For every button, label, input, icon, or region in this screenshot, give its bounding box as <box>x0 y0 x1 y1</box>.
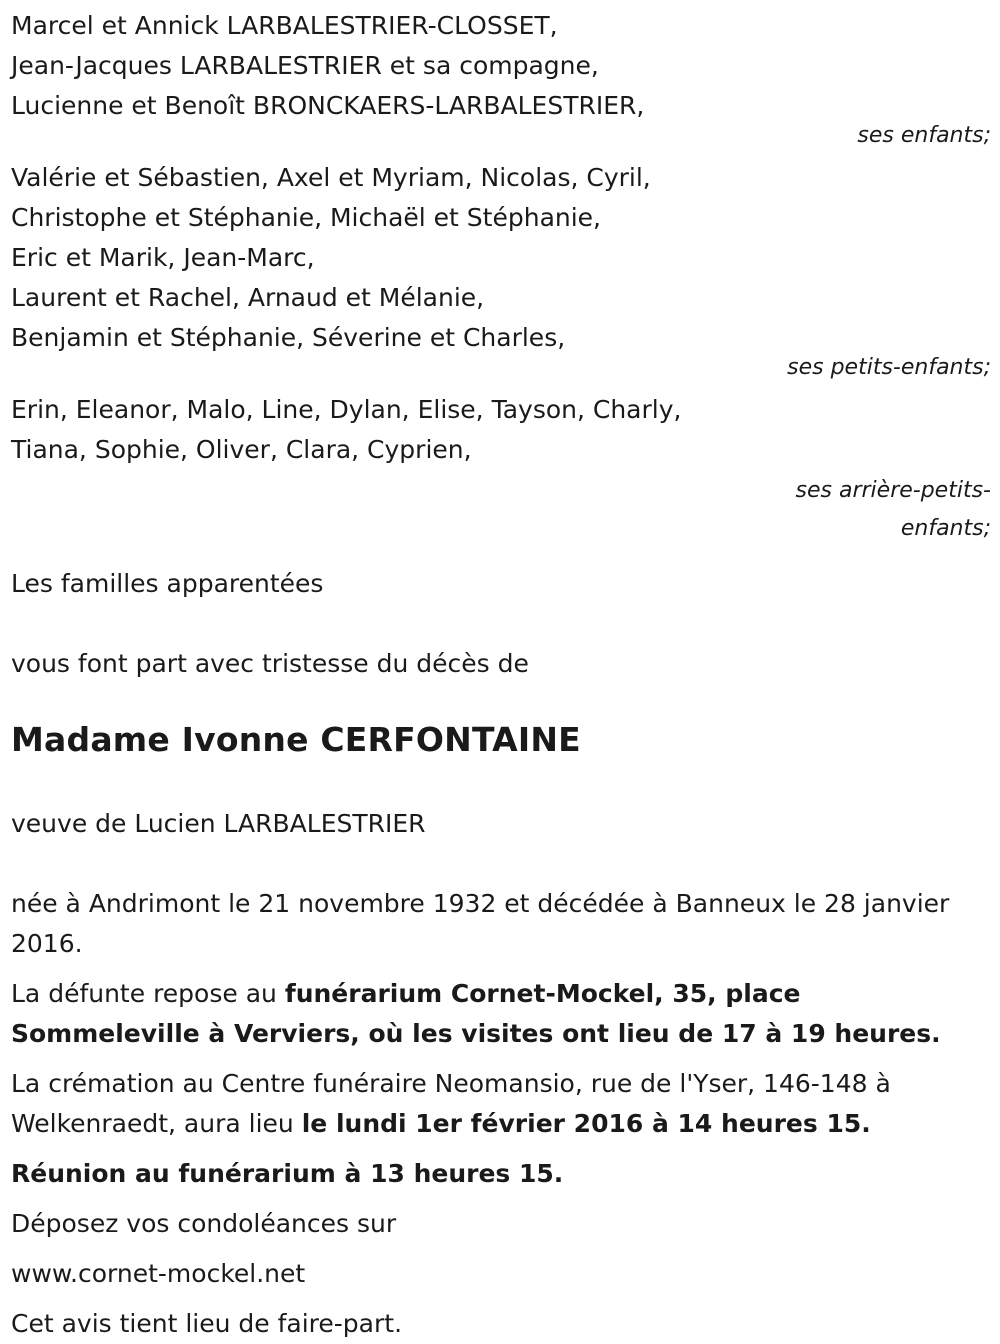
children-line: Jean-Jacques LARBALESTRIER et sa compagne, <box>11 51 599 80</box>
children-role: ses enfants; <box>857 123 991 148</box>
families-text: Les familles apparentées <box>11 569 324 598</box>
great-grandchildren-role <box>11 472 991 548</box>
announcement-text: vous font part avec tristesse du décès de <box>11 649 529 678</box>
cremation-text <box>11 1064 991 1144</box>
deceased-name: Madame Ivonne CERFONTAINE <box>11 720 581 759</box>
condolences-text: Déposez vos condoléances sur <box>11 1209 397 1238</box>
cremation-bold: le lundi 1er février 2016 à 14 heures 15. <box>301 1109 871 1138</box>
website-link[interactable]: www.cornet-mockel.net <box>11 1259 306 1288</box>
great-grandchildren-line: Tiana, Sophie, Oliver, Clara, Cyprien, <box>11 435 472 464</box>
great-grandchildren-role-line: enfants; <box>900 516 991 541</box>
meeting-text <box>11 1154 991 1194</box>
cremation-prefix: La crémation au Centre funéraire Neomansio, rue de l'Yser, 146-148 à Welkenraedt, aura lieu <box>11 1069 891 1138</box>
children-group <box>11 0 991 156</box>
children-line: Marcel et Annick LARBALESTRIER-CLOSSET, <box>11 11 558 40</box>
repose-text <box>11 974 991 1054</box>
widow-of-text: veuve de Lucien LARBALESTRIER <box>11 809 426 838</box>
obituary-notice <box>11 0 991 1344</box>
repose-bold: funérarium Cornet-Mockel, 35, place Sommeleville à Verviers, où les visites ont lieu de 17 à 19 heures. <box>11 979 941 1048</box>
children-line: Lucienne et Benoît BRONCKAERS-LARBALESTRIER, <box>11 91 645 120</box>
grandchildren-line: Benjamin et Stéphanie, Séverine et Charles, <box>11 323 566 352</box>
great-grandchildren-role-line: ses arrière-petits- <box>795 478 991 503</box>
birth-death-text: née à Andrimont le 21 novembre 1932 et décédée à Banneux le 28 janvier 2016. <box>11 889 950 958</box>
grandchildren-line: Eric et Marik, Jean-Marc, <box>11 243 315 272</box>
grandchildren-line: Christophe et Stéphanie, Michaël et Stéphanie, <box>11 203 602 232</box>
great-grandchildren-group <box>11 390 991 548</box>
great-grandchildren-line: Erin, Eleanor, Malo, Line, Dylan, Elise, Tayson, Charly, <box>11 395 682 424</box>
repose-prefix: La défunte repose au <box>11 979 285 1008</box>
grandchildren-line: Valérie et Sébastien, Axel et Myriam, Nicolas, Cyril, <box>11 163 651 192</box>
grandchildren-line: Laurent et Rachel, Arnaud et Mélanie, <box>11 283 485 312</box>
grandchildren-group <box>11 158 991 388</box>
meeting-bold: Réunion au funérarium à 13 heures 15. <box>11 1159 564 1188</box>
notice-text: Cet avis tient lieu de faire-part. <box>11 1309 403 1338</box>
grandchildren-role: ses petits-enfants; <box>787 355 991 380</box>
